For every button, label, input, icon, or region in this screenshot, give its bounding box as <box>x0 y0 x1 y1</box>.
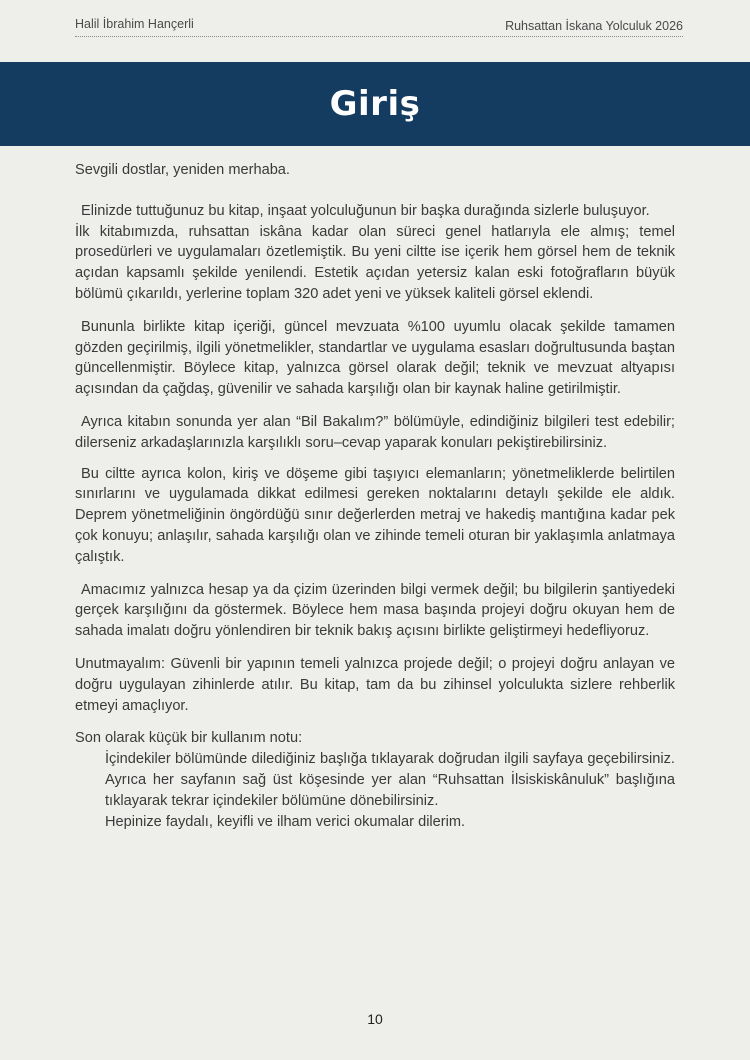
usage-note-intro: Son olarak küçük bir kullanım notu: <box>75 730 303 747</box>
chapter-title: Giriş <box>329 84 421 124</box>
page-number: 10 <box>367 1011 383 1027</box>
usage-note-body: İçindekiler bölümünde dilediğiniz başlığa tıklayarak doğrudan ilgili sayfaya geçebilirsiniz. Ayrıca her sayfanın sağ üst köşesinde yer alan “Ruhsattan İlsiskiskânuluk” başlığına tıklayarak tekrar içindekiler bölümüne dönebilirsiniz. <box>105 751 675 809</box>
book-title-link[interactable]: Ruhsattan İskana Yolculuk 2026 <box>505 19 683 33</box>
greeting-paragraph: Sevgili dostlar, yeniden merhaba. <box>75 162 290 178</box>
chapter-title-band <box>0 62 750 146</box>
body-text <box>75 160 675 832</box>
paragraph-1a: Elinizde tuttuğunuz bu kitap, inşaat yolculuğunun bir başka durağında sizlerle buluşuyor. <box>81 202 650 219</box>
running-header <box>75 14 683 37</box>
paragraph-1b: İlk kitabımızda, ruhsattan iskâna kadar olan süreci genel hatlarıyla ele almış; temel prosedürleri ve uygulamaları özetlemiştik. Bu yeni ciltte ise içerik hem görsel hem de teknik açıdan kapsamlı şekilde yenilendi. Estetik açıdan yetersiz kalan eski fotoğrafların büyük bölümü çıkarıldı, yerlerine toplam 320 adet yeni ve yüksek kaliteli görsel eklendi. <box>75 223 675 302</box>
paragraph-4: Bu ciltte ayrıca kolon, kiriş ve döşeme gibi taşıyıcı elemanların; yönetmeliklerde belirtilen sınırlarını ve uygulamada dikkat edilmesi gereken noktalarını detaylı şekilde ele aldık. Deprem yönetmeliğinin öngördüğü sınır değerlerden metraj ve hakediş mantığına kadar pek çok konuyu; anlaşılır, sahada karşılığı olan ve zihinde temeli oturan bir yaklaşımla anlatmaya çalıştık. <box>75 465 675 565</box>
paragraph-6: Unutmayalım: Güvenli bir yapının temeli yalnızca projede değil; o projeyi doğru anlayan ve doğru uygulayan zihinlerde atılır. Bu kitap, tam da bu zihinsel yolculukta sizlere rehberlik etmeyi amaçlıyor. <box>75 655 675 714</box>
author-name: Halil İbrahim Hançerli <box>75 17 194 31</box>
paragraph-2: Bununla birlikte kitap içeriği, güncel mevzuata %100 uyumlu olacak şekilde tamamen gözden geçirilmiş, ilgili yönetmelikler, standartlar ve uygulama esasları doğrultusunda baştan güncellenmiştir. Böylece kitap, yalnızca görsel olarak değil; teknik ve mevzuat altyapısı açısından da çağdaş, güvenilir ve sahada karşılığı olan bir kaynak haline getirilmiştir. <box>75 318 675 398</box>
paragraph-5: Amacımız yalnızca hesap ya da çizim üzerinden bilgi vermek değil; bu bilgilerin şantiyedeki gerçek karşılığını da göstermek. Böylece hem masa başında projeyi doğru okuyan hem de sahada imalatı doğru yönlendiren bir teknik bakış açısını birlikte geliştirmeyi hedefliyoruz. <box>75 581 675 640</box>
paragraph-3: Ayrıca kitabın sonunda yer alan “Bil Bakalım?” bölümüyle, edindiğiniz bilgileri test edebilir; dilerseniz arkadaşlarınızla karşılıklı soru–cevap yaparak konuları pekiştirebilirsiniz. <box>75 413 675 451</box>
closing-line: Hepinize faydalı, keyifli ve ilham verici okumalar dilerim. <box>105 813 466 830</box>
